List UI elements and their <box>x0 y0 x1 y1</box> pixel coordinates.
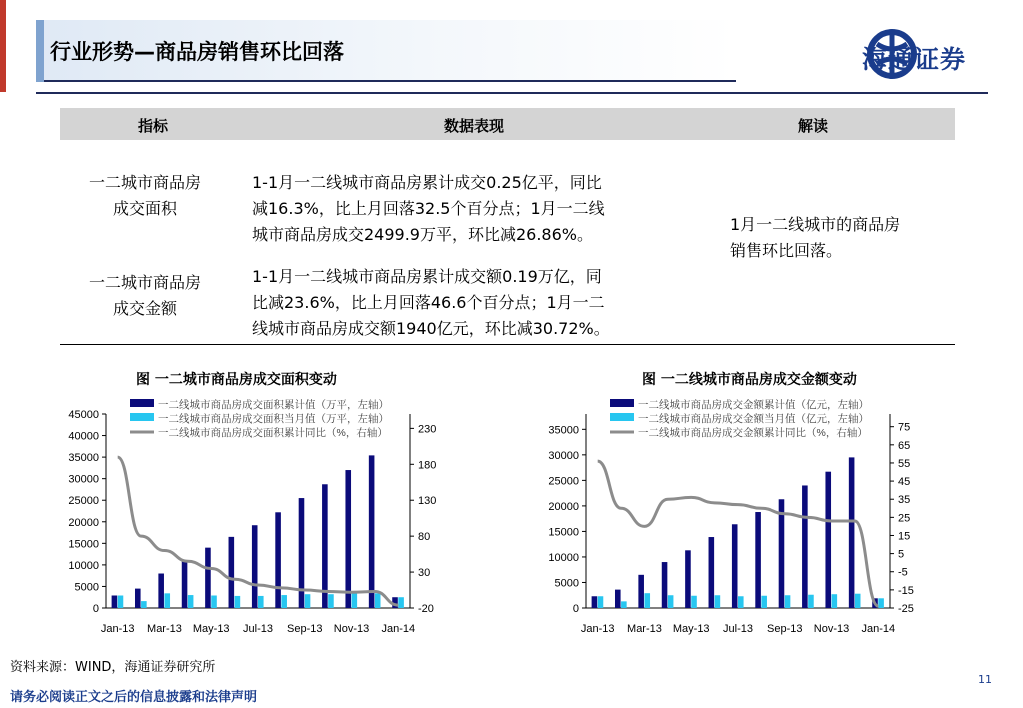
x-tick-label: Mar-13 <box>627 623 662 635</box>
legend-label: 一二线城市商品房成交金额当月值（亿元，左轴） <box>638 413 869 425</box>
bar-cumulative <box>182 561 188 608</box>
bar-monthly <box>878 598 884 608</box>
bar-monthly <box>738 596 744 608</box>
y-left-tick-label: 10000 <box>548 551 579 564</box>
data-amount <box>252 264 712 342</box>
bar-cumulative <box>135 589 141 608</box>
logo-text: 海通证券 <box>862 45 967 74</box>
table-bottom-rule <box>60 344 955 345</box>
bar-monthly <box>715 595 721 608</box>
indicator-amount <box>70 270 220 322</box>
bar-cumulative <box>158 574 164 608</box>
bar-monthly <box>118 595 124 608</box>
x-tick-label: Sep-13 <box>287 623 323 635</box>
bar-cumulative <box>112 595 118 608</box>
y-right-tick-label: 55 <box>898 457 911 470</box>
y-right-tick-label: 130 <box>418 495 437 508</box>
y-left-tick-label: 25000 <box>548 475 579 488</box>
y-right-tick-label: 230 <box>418 423 437 436</box>
y-right-tick-label: 45 <box>898 476 911 489</box>
y-left-tick-label: 0 <box>572 603 579 615</box>
y-left-tick-label: 30000 <box>68 473 99 486</box>
indicator-area-line1: 一二城市商品房 <box>88 173 201 192</box>
y-right-tick-label: 25 <box>898 512 911 525</box>
page-title: 行业形势—商品房销售环比回落 <box>50 40 344 64</box>
x-tick-label: Jan-14 <box>861 623 896 635</box>
x-tick-label: Jul-13 <box>243 623 273 635</box>
chart-area-volume <box>50 398 520 648</box>
y-right-tick-label: -25 <box>898 603 914 615</box>
bar-monthly <box>141 601 147 608</box>
x-tick-label: Sep-13 <box>767 623 803 635</box>
bar-cumulative <box>592 596 598 608</box>
y-right-tick-label: 75 <box>898 421 911 434</box>
bar-monthly <box>235 596 241 608</box>
y-left-tick-label: 35000 <box>68 452 99 465</box>
title-accent <box>36 20 44 82</box>
x-tick-label: Jan-14 <box>381 623 416 635</box>
column-header-indicator: 指标 <box>138 117 169 135</box>
bar-cumulative <box>709 537 715 608</box>
y-left-tick-label: 15000 <box>68 538 99 551</box>
bar-monthly <box>305 594 311 608</box>
source-note: 资料来源：WIND，海通证券研究所 <box>10 660 216 675</box>
x-tick-label: Jul-13 <box>723 623 753 635</box>
y-left-tick-label: 20000 <box>548 500 579 513</box>
bar-cumulative <box>205 548 211 608</box>
x-tick-label: Jan-13 <box>100 623 135 635</box>
bar-monthly <box>328 594 334 608</box>
bar-monthly <box>598 596 604 608</box>
bar-monthly <box>785 595 791 608</box>
bar-monthly <box>621 601 627 608</box>
x-tick-label: Nov-13 <box>333 623 370 635</box>
legend-swatch <box>130 413 154 421</box>
data-area-line1: 1-1月一二线城市商品房累计成交0.25亿平，同比 <box>252 173 602 192</box>
bar-cumulative <box>615 590 621 608</box>
legend-swatch <box>130 399 154 407</box>
x-tick-label: May-13 <box>192 623 230 635</box>
y-left-tick-label: 15000 <box>548 526 579 539</box>
x-tick-label: Nov-13 <box>813 623 850 635</box>
bar-cumulative <box>779 499 785 608</box>
x-tick-label: Mar-13 <box>147 623 182 635</box>
legend-swatch <box>610 399 634 407</box>
bar-monthly <box>281 595 287 608</box>
bar-monthly <box>644 593 650 608</box>
page-number: 11 <box>978 673 992 686</box>
column-header-data: 数据表现 <box>444 117 505 135</box>
bar-monthly <box>855 594 861 608</box>
y-left-tick-label: 45000 <box>68 409 99 421</box>
bar-cumulative <box>662 562 668 608</box>
bar-monthly <box>668 595 674 608</box>
header-divider <box>36 92 988 94</box>
chart-title-area: 图 一二城市商品房成交面积变动 <box>136 372 337 388</box>
y-left-tick-label: 5000 <box>554 577 579 590</box>
bar-monthly <box>188 595 194 608</box>
data-amount-line1: 1-1月一二线城市商品房累计成交额0.19万亿，同 <box>252 267 602 286</box>
y-right-tick-label: 30 <box>418 567 431 580</box>
bar-cumulative <box>369 455 375 608</box>
y-right-tick-label: 5 <box>898 548 905 561</box>
bar-monthly <box>808 595 814 608</box>
data-area-line3: 城市商品房成交2499.9万平，环比减26.86%。 <box>252 225 593 244</box>
legend-label: 一二线城市商品房成交面积累计值（万平，左轴） <box>158 399 389 411</box>
bar-monthly <box>352 593 358 608</box>
bar-cumulative <box>252 525 258 608</box>
y-left-tick-label: 10000 <box>68 559 99 572</box>
x-tick-label: May-13 <box>672 623 710 635</box>
indicator-area <box>70 170 220 222</box>
indicator-area-line2: 成交面积 <box>112 199 177 218</box>
table-header <box>60 108 955 140</box>
y-right-tick-label: 15 <box>898 530 911 543</box>
bar-cumulative <box>638 575 644 608</box>
interpretation-line1: 1月一二线城市的商品房 <box>730 215 901 234</box>
bar-monthly <box>258 596 264 608</box>
legend-label: 一二线城市商品房成交金额累计值（亿元，左轴） <box>638 399 869 411</box>
legend-label: 一二线城市商品房成交面积累计同比（%，右轴） <box>158 427 388 439</box>
bar-cumulative <box>229 537 235 608</box>
bar-cumulative <box>732 524 738 608</box>
y-left-tick-label: 35000 <box>548 424 579 437</box>
y-left-tick-label: 20000 <box>68 516 99 529</box>
y-right-tick-label: -5 <box>898 566 908 579</box>
y-left-tick-label: 40000 <box>68 430 99 443</box>
legend-label: 一二线城市商品房成交金额累计同比（%，右轴） <box>638 427 868 439</box>
bar-cumulative <box>849 457 855 608</box>
y-right-tick-label: 80 <box>418 531 431 544</box>
y-left-tick-label: 5000 <box>74 581 99 594</box>
y-right-tick-label: 180 <box>418 459 437 472</box>
legend-swatch <box>610 413 634 421</box>
bar-cumulative <box>275 512 281 608</box>
disclaimer-link[interactable]: 请务必阅读正文之后的信息披露和法律声明 <box>10 690 258 705</box>
bar-monthly <box>832 594 838 608</box>
bar-cumulative <box>802 485 808 608</box>
y-right-tick-label: 35 <box>898 494 911 507</box>
bar-cumulative <box>755 512 761 608</box>
y-left-tick-label: 25000 <box>68 495 99 508</box>
bar-monthly <box>398 597 404 608</box>
legend-label: 一二线城市商品房成交面积当月值（万平，左轴） <box>158 413 389 425</box>
left-accent-stripe <box>0 0 6 92</box>
bar-monthly <box>164 593 170 608</box>
y-left-tick-label: 30000 <box>548 449 579 462</box>
bar-cumulative <box>345 470 351 608</box>
y-left-tick-label: 0 <box>92 603 99 615</box>
y-right-tick-label: 65 <box>898 439 911 452</box>
column-header-interpretation: 解读 <box>798 117 829 135</box>
bar-cumulative <box>685 550 691 608</box>
bar-monthly <box>761 596 767 608</box>
data-amount-line2: 比减23.6%，比上月回落46.6个百分点；1月一二 <box>252 293 605 312</box>
chart-title-amount: 图 一二线城市商品房成交金额变动 <box>642 372 857 388</box>
bar-monthly <box>211 595 217 608</box>
indicator-amount-line1: 一二城市商品房 <box>88 273 201 292</box>
y-right-tick-label: -20 <box>418 603 434 615</box>
chart-area-amount <box>530 398 1000 648</box>
bar-monthly <box>375 593 381 608</box>
y-right-tick-label: -15 <box>898 584 914 597</box>
data-area <box>252 170 712 248</box>
interpretation-line2: 销售环比回落。 <box>730 241 843 260</box>
x-tick-label: Jan-13 <box>580 623 615 635</box>
interpretation <box>730 212 960 264</box>
data-area-line2: 减16.3%，比上月回落32.5个百分点；1月一二线 <box>252 199 605 218</box>
bar-cumulative <box>825 472 831 608</box>
bar-monthly <box>691 596 697 608</box>
bar-cumulative <box>322 484 328 608</box>
indicator-amount-line2: 成交金额 <box>112 299 177 318</box>
data-amount-line3: 线城市商品房成交额1940亿元，环比减30.72%。 <box>252 319 610 338</box>
